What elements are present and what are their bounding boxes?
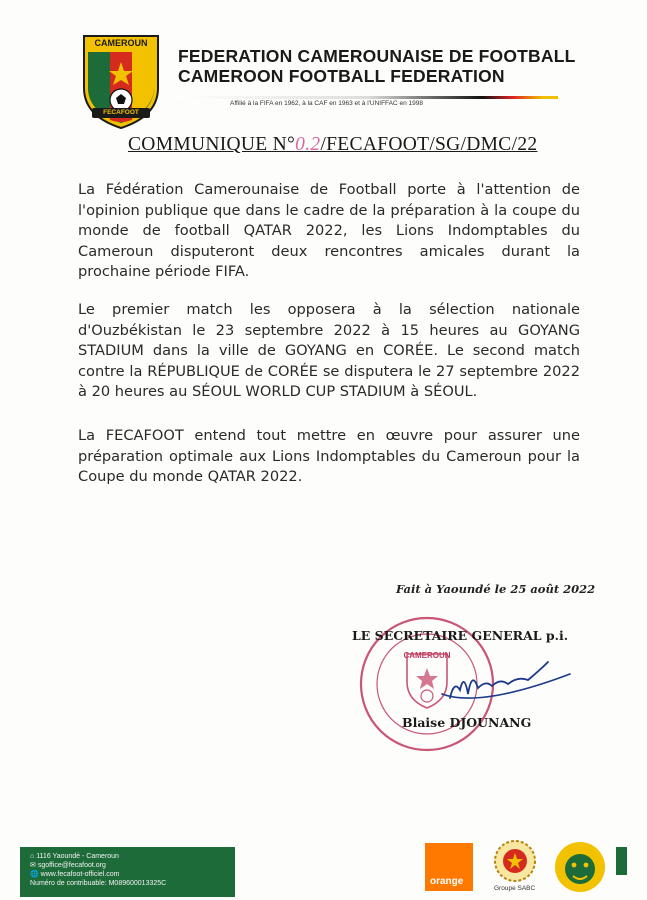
handwritten-signature	[420, 650, 580, 710]
federation-title	[178, 46, 578, 86]
paragraph-3: La FECAFOOT entend tout mettre en œuvre pour assurer une préparation optimale aux Lions Indomptables du Cameroun pour la Coupe du monde QATAR 2022.	[78, 427, 580, 485]
stamp-label: CAMEROUN	[403, 651, 451, 660]
footer-address: ⌂ 1116 Yaoundé - Cameroun	[30, 853, 119, 860]
communique-reference	[128, 134, 537, 156]
footer-website: 🌐 www.fecafoot-officiel.com	[30, 871, 120, 878]
flag-divider	[178, 96, 558, 99]
paragraph-2: Le premier match les opposera à la sélection nationale d'Ouzbékistan le 23 septembre 2022 à 15 heures au GOYANG STADIUM dans la ville de GOYANG en CORÉE. Le second match contre la RÉPUBLIQUE de CORÉE se disputera le 27 septembre 2022 à 20 heures au SÉOUL WORLD CUP STADIUM à SÉOUL.	[78, 301, 580, 400]
place-and-date: Fait à Yaoundé le 25 août 2022	[396, 582, 596, 596]
sabc-sponsor-label: Groupe SABC	[494, 885, 536, 892]
federation-title-en: CAMEROON FOOTBALL FEDERATION	[178, 66, 505, 86]
paragraph-1: La Fédération Camerounaise de Football porte à l'attention de l'opinion publique que dans le cadre de la préparation à la coupe du monde de football QATAR 2022, les Lions Indomptables du Cameroun disputeront deux rencontres amicales durant la prochaine période FIFA.	[78, 181, 580, 280]
signatory-name: Blaise DJOUNANG	[402, 715, 532, 730]
communique-number: 0.2	[295, 134, 321, 155]
footer-email: ✉ sgoffice@fecafoot.org	[30, 862, 106, 869]
orange-sponsor-label: orange	[430, 876, 464, 887]
affiliation-text: Affilié à la FIFA en 1962, à la CAF en 1963 et à l'UNIFFAC en 1998	[230, 100, 423, 107]
communique-prefix: COMMUNIQUE N°	[128, 134, 296, 155]
crest-text-bottom: FECAFOOT	[103, 109, 139, 116]
federation-title-fr: FEDERATION CAMEROUNAISE DE FOOTBALL	[178, 46, 576, 66]
sabc-sponsor-logo	[490, 838, 540, 884]
crest-text-top: CAMEROUN	[94, 38, 148, 48]
communique-suffix: /FECAFOOT/SG/DMC/22	[320, 134, 538, 155]
signatory-title: LE SECRETAIRE GENERAL p.i.	[352, 628, 569, 643]
lion-mascot-logo	[553, 838, 607, 896]
footer-contacts	[30, 852, 166, 888]
footer-tax-number: Numéro de contribuable: M089600013325C	[30, 880, 167, 887]
footer-accent	[616, 847, 627, 875]
